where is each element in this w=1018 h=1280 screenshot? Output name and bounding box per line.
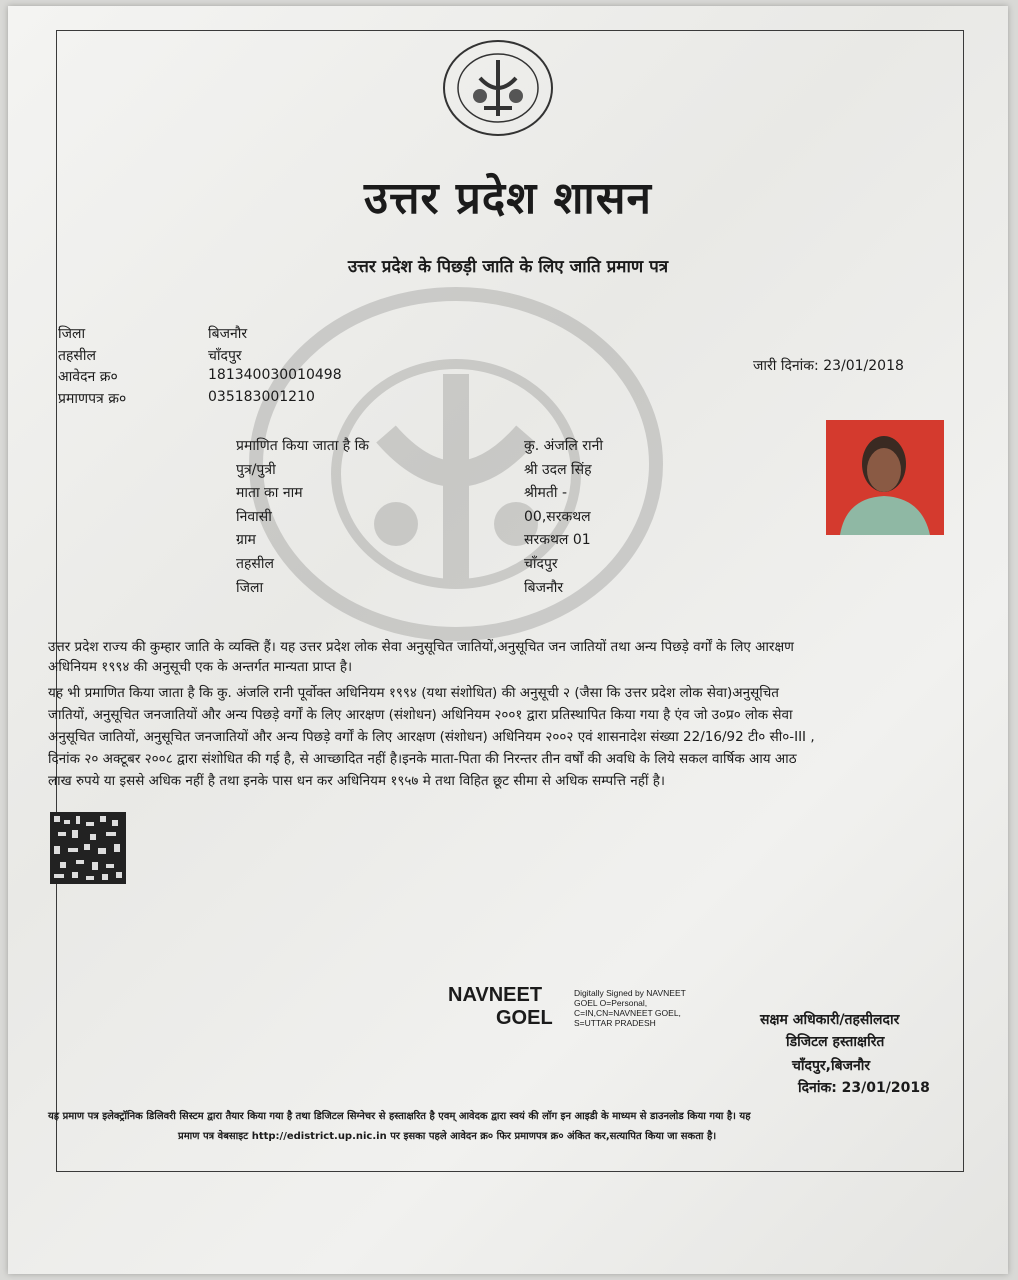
village: सरकथल 01 [524, 532, 591, 548]
application-label: आवेदन क्र० [58, 369, 118, 385]
signature-last-name: GOEL [496, 1007, 553, 1029]
tehsil-value: चाँदपुर [208, 348, 242, 364]
detail-label: माता का नाम [236, 485, 303, 501]
certificate-label: प्रमाणपत्र क्र० [58, 391, 127, 407]
body-line: अधिनियम १९९४ की अनुसूची एक के अन्तर्गत मान्यता प्राप्त है। [48, 659, 353, 675]
footer-note: यह प्रमाण पत्र इलेक्ट्रॉनिक डिलिवरी सिस्टम द्वारा तैयार किया गया है तथा डिजिटल सिग्नेचर से हस्ताक्षरित है एवम् आवेदक द्वारा स्वयं की लॉग इन आइडी के माध्यम से डाउनलोड किया गया है। यह [48, 1111, 751, 1122]
body-line: जातियों, अनुसूचित जनजातियों और अन्य पिछड़े वर्गों के लिए आरक्षण (संशोधन) अधिनियम २००१ द्वारा प्रतिस्थापित किया गया है एंव जो उ०प्र० लोक सेवा [48, 707, 793, 723]
body-line: अनुसूचित जातियों, अनुसूचित जनजातियों और अन्य पिछड़े वर्गों के लिए आरक्षण (संशोधन) अधिनियम २००२ एवं शासनादेश संख्या 22/16/92 टी० सी०-III , [48, 729, 815, 745]
detail-label: ग्राम [236, 532, 256, 548]
page-title: उत्तर प्रदेश शासन [364, 173, 652, 224]
digital-signature-name [448, 984, 553, 1030]
district-label: जिला [58, 326, 86, 342]
up-government-emblem-icon [440, 38, 556, 138]
applicant-name: कु. अंजलि रानी [524, 438, 604, 454]
district-value: बिजनौर [208, 326, 248, 342]
issue-date: जारी दिनांक: 23/01/2018 [753, 358, 904, 374]
watermark-emblem-icon [246, 284, 666, 644]
father-name: श्री उदल सिंह [524, 462, 592, 478]
signature-detail-line: S=UTTAR PRADESH [574, 1018, 656, 1028]
officer-title: सक्षम अधिकारी/तहसीलदार [760, 1012, 900, 1028]
detail-label: जिला [236, 580, 264, 596]
applicant-photo [826, 420, 944, 535]
signature-first-name: NAVNEET [448, 984, 543, 1006]
qr-code-icon [50, 812, 126, 884]
certificate-subtitle: उत्तर प्रदेश के पिछड़ी जाति के लिए जाति प्रमाण पत्र [347, 257, 669, 277]
signature-detail-line: Digitally Signed by NAVNEET [574, 988, 686, 998]
detail-tehsil: चाँदपुर [524, 556, 558, 572]
detail-label: निवासी [236, 509, 272, 525]
mother-name: श्रीमती - [524, 485, 568, 501]
certificate-number: 035183001210 [208, 389, 315, 405]
body-line: दिनांक २० अक्टूबर २००८ द्वारा संशोधित की गई है, से आच्छादित नहीं है।इनके माता-पिता की निरन्तर तीन वर्षों की अवधि के लिये सकल वार्षिक आय आठ [48, 751, 797, 767]
footer-verification: प्रमाण पत्र वेबसाइट http://edistrict.up.nic.in पर इसका पहले आवेदन क्र० फिर प्रमाणपत्र क्र० अंकित कर,सत्यापित किया जा सकता है। [178, 1131, 717, 1142]
signature-detail-line: GOEL O=Personal, [574, 998, 648, 1008]
digital-signature-details [574, 988, 686, 1028]
application-number: 181340030010498 [208, 367, 342, 383]
officer-location: चाँदपुर,बिजनौर [792, 1058, 871, 1074]
body-line: लाख रुपये या इससे अधिक नहीं है तथा इनके पास धन कर अधिनियम १९५७ मे तथा विहित छूट सीमा से अधिक सम्पत्ति नहीं है। [48, 773, 666, 789]
signature-detail-line: C=IN,CN=NAVNEET GOEL, [574, 1008, 681, 1018]
detail-district: बिजनौर [524, 580, 564, 596]
tehsil-label: तहसील [58, 348, 96, 364]
body-line: यह भी प्रमाणित किया जाता है कि कु. अंजलि रानी पूर्वोक्त अधिनियम १९९४ (यथा संशोधित) की अनुसूची २ (जैसा कि उत्तर प्रदेश लोक सेवा)अनुसूचित [48, 685, 779, 701]
officer-digital-signed: डिजिटल हस्ताक्षरित [786, 1034, 885, 1050]
detail-label: तहसील [236, 556, 274, 572]
detail-label: पुत्र/पुत्री [236, 462, 276, 478]
certificate-paper [8, 6, 1008, 1274]
detail-label: प्रमाणित किया जाता है कि [236, 438, 370, 454]
body-line: उत्तर प्रदेश राज्य की कुम्हार जाति के व्यक्ति हैं। यह उत्तर प्रदेश लोक सेवा अनुसूचित जातियों,अनुसूचित जन जातियों तथा अन्य पिछड़े वर्गों के लिए आरक्षण [48, 639, 794, 655]
officer-date: दिनांक: 23/01/2018 [798, 1080, 930, 1096]
residence: 00,सरकथल [524, 509, 591, 525]
